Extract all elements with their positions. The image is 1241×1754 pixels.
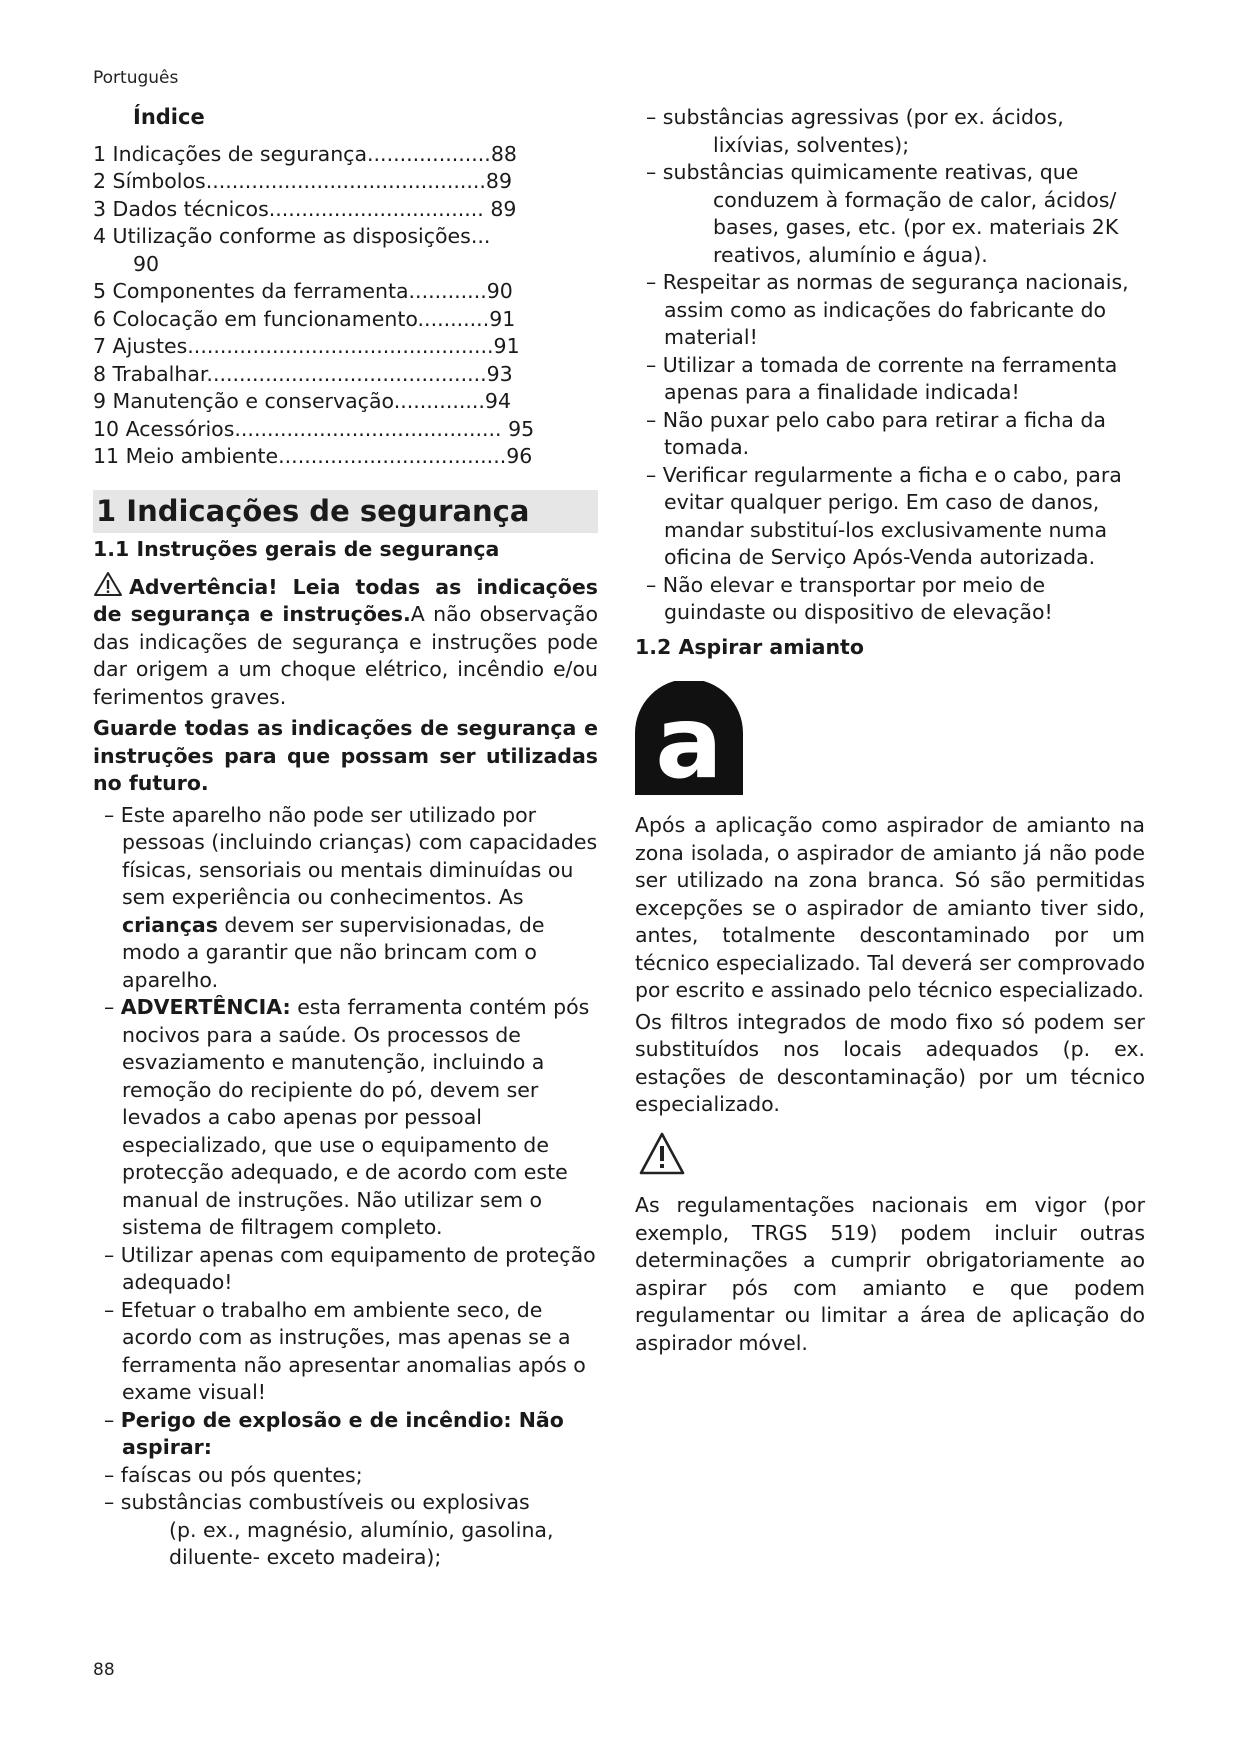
toc-entry[interactable]: 1 Indicações de segurança...................88 <box>93 141 517 166</box>
toc-entry[interactable]: 10 Acessórios......................................... 95 <box>93 416 535 441</box>
toc-entry[interactable]: 5 Componentes da ferramenta............90 <box>93 279 513 303</box>
toc-entry[interactable]: 8 Trabalhar...........................................93 <box>93 361 513 386</box>
subsection-heading: 1.1 Instruções gerais de segurança <box>93 536 500 561</box>
asbestos-symbol-icon <box>635 681 743 795</box>
warning-paragraph <box>93 571 598 712</box>
toc-entry[interactable]: 7 Ajustes...............................................91 <box>93 334 520 358</box>
list-item-continuation: (p. ex., magnésio, alumínio, gasolina, diluente- exceto madeira); <box>169 1517 554 1569</box>
list-item: – faíscas ou pós quentes; <box>104 1462 363 1487</box>
page-number: 88 <box>93 1660 115 1680</box>
warning-triangle-icon <box>638 1131 686 1177</box>
right-column <box>635 104 1145 1361</box>
item-bold: crianças <box>122 912 218 937</box>
item-text: substâncias quimicamente reativas, que <box>662 160 1079 184</box>
list-item: – Utilizar a tomada de corrente na ferramenta apenas para a finalidade indicada! <box>646 352 1118 404</box>
list-item: – Utilizar apenas com equipamento de proteção adequado! <box>104 1242 596 1294</box>
asbestos-paragraph-2: Os filtros integrados de modo fixo só podem ser substituídos nos locais adequados (p. ex. estações de descontaminação) por um técnico especializado. <box>635 1009 1145 1116</box>
list-item: – Efetuar o trabalho em ambiente seco, de acordo com as instruções, mas apenas se a ferramenta não apresentar anomalias após o exame visual! <box>104 1297 586 1404</box>
list-item: – Verificar regularmente a ficha e o cabo, para evitar qualquer perigo. Em caso de danos, mandar substituí-los exclusivamente numa oficina de Serviço Após-Venda autorizada. <box>646 462 1122 569</box>
toc-entry[interactable]: 11 Meio ambiente...................................96 <box>93 444 533 468</box>
item-text: Utilizar a tomada de corrente na ferramenta apenas para a finalidade indicada! <box>662 352 1118 404</box>
list-item-continuation: lixívias, solventes); <box>713 132 910 157</box>
asbestos-symbol-letter: a <box>655 683 723 795</box>
item-text: Efetuar o trabalho em ambiente seco, de acordo com as instruções, mas apenas se a ferramenta não apresentar anomalias após o exame visual! <box>120 1297 586 1404</box>
item-text: Verificar regularmente a ficha e o cabo, para evitar qualquer perigo. Em caso de danos, mandar substituí-los exclusivamente numa oficina de Serviço Após-Venda autorizada. <box>662 462 1122 569</box>
left-column <box>93 104 598 1572</box>
subsection-heading: 1.2 Aspirar amianto <box>635 634 864 659</box>
list-item: – substâncias agressivas (por ex. ácidos, <box>646 105 1064 129</box>
list-item: – Não elevar e transportar por meio de guindaste ou dispositivo de elevação! <box>646 572 1053 624</box>
warning-text: A não observação das indicações de segurança e instruções pode dar origem a um choque elétrico, incêndio e/ou ferimentos graves. <box>93 602 598 709</box>
keep-instructions <box>93 715 598 798</box>
toc-entry[interactable]: 4 Utilização conforme as disposições... <box>93 224 491 248</box>
item-text: substâncias agressivas (por ex. ácidos, <box>662 105 1064 129</box>
toc-entry[interactable]: 9 Manutenção e conservação..............94 <box>93 389 512 413</box>
index-title: Índice <box>133 105 205 129</box>
asbestos-paragraph-1: Após a aplicação como aspirador de amianto na zona isolada, o aspirador de amianto já não pode ser utilizado na zona branca. Só são permitidas excepções se o aspirador de amianto tiver sido, antes, totalmente descontaminado por um técnico especializado. Tal deverá ser comprovado por escrito e assinado pelo técnico especializado. <box>635 813 1145 1002</box>
item-text: Este aparelho não pode ser utilizado por pessoas (incluindo crianças) com capacidades físicas, sensoriais ou mentais diminuídas ou sem experiência ou conhecimentos. As <box>120 802 598 909</box>
toc-entry[interactable]: 6 Colocação em funcionamento...........91 <box>93 306 516 331</box>
asbestos-paragraph-3: As regulamentações nacionais em vigor (por exemplo, TRGS 519) podem incluir outras determinações a cumprir obrigatoriamente ao aspirar pós com amianto e que podem regulamentar ou limitar a área de aplicação do aspirador móvel. <box>635 1193 1145 1355</box>
item-text: Respeitar as normas de segurança nacionais, assim como as indicações do fabricante do material! <box>662 270 1129 349</box>
warning-bold: Advertência! Leia todas as indicações de segurança e instruções. <box>93 574 598 626</box>
toc-entry[interactable]: 3 Dados técnicos................................. 89 <box>93 196 517 221</box>
item-text: Não elevar e transportar por meio de guindaste ou dispositivo de elevação! <box>662 572 1053 624</box>
item-text: substâncias combustíveis ou explosivas <box>120 1490 530 1514</box>
list-item: – Respeitar as normas de segurança nacionais, assim como as indicações do fabricante do material! <box>646 270 1129 349</box>
item-bold: Perigo de explosão e de incêndio: Não aspirar: <box>120 1407 564 1459</box>
item-text: esta ferramenta contém pós nocivos para a saúde. Os processos de esvaziamento e manutenção, incluindo a remoção do recipiente do pó, devem ser levados a cabo apenas por pessoal especializado, que use o equipamento de protecção adequado, e de acordo com este manual de instruções. Não utilizar sem o sistema de filtragem completo. <box>122 995 590 1239</box>
toc-entry[interactable]: 2 Símbolos...........................................89 <box>93 169 512 193</box>
item-text: devem ser supervisionadas, de modo a garantir que não brincam com o aparelho. <box>122 912 545 992</box>
list-item: – Este aparelho não pode ser utilizado por pessoas (incluindo crianças) com capacidades físicas, sensoriais ou mentais diminuídas ou sem experiência ou conhecimentos. As crianças devem ser supervisionadas, de modo a garantir que não brincam com o aparelho. <box>104 802 598 992</box>
list-item: – Perigo de explosão e de incêndio: Não aspirar: <box>104 1407 564 1459</box>
list-item: – substâncias quimicamente reativas, que <box>646 160 1079 184</box>
warning-icon <box>93 571 123 597</box>
keep-bold: Guarde todas as indicações de segurança e instruções para que possam ser utilizadas no futuro. <box>93 716 598 795</box>
section-heading: 1 Indicações de segurança <box>93 490 598 533</box>
table-of-contents <box>93 141 598 471</box>
item-bold: ADVERTÊNCIA: <box>120 995 291 1019</box>
list-item: – ADVERTÊNCIA: esta ferramenta contém pós nocivos para a saúde. Os processos de esvaziamento e manutenção, incluindo a remoção do recipiente do pó, devem ser levados a cabo apenas por pessoal especializado, que use o equipamento de protecção adequado, e de acordo com este manual de instruções. Não utilizar sem o sistema de filtragem completo. <box>104 995 590 1239</box>
item-text: Não puxar pelo cabo para retirar a ficha da tomada. <box>662 407 1106 459</box>
list-item-continuation: conduzem à formação de calor, ácidos/ bases, gases, etc. (por ex. materiais 2K reativos, alumínio e água). <box>713 187 1119 267</box>
list-item: – substâncias combustíveis ou explosivas <box>104 1490 530 1514</box>
language-label: Português <box>93 68 179 88</box>
item-text: Utilizar apenas com equipamento de proteção adequado! <box>120 1242 596 1294</box>
item-text: faíscas ou pós quentes; <box>120 1462 363 1487</box>
toc-entry-page[interactable]: 90 <box>133 251 160 276</box>
list-item: – Não puxar pelo cabo para retirar a ficha da tomada. <box>646 407 1106 459</box>
